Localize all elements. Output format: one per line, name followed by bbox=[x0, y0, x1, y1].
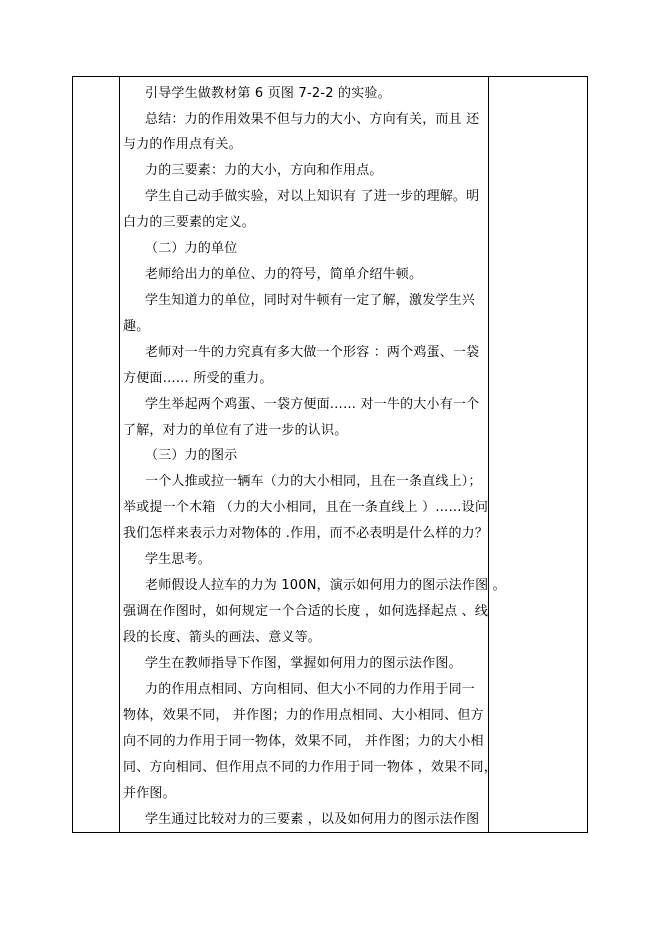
text-line: 引导学生做教材第 6 页图 7-2-2 的实验。 bbox=[145, 86, 391, 101]
text-line: 学生知道力的单位，同时对牛顿有一定了解，激发学生兴 bbox=[145, 293, 476, 308]
text-line: 方便面…… 所受的重力。 bbox=[123, 371, 273, 386]
section-heading: （三）力的图示 bbox=[145, 448, 238, 463]
text-line: 趣。 bbox=[123, 319, 150, 334]
text-line: 并作图。 bbox=[123, 786, 176, 801]
text-line: 学生思考。 bbox=[145, 552, 212, 567]
text-line: 举或提一个木箱 （力的大小相同，且在一条直线上 ）……设问 bbox=[123, 500, 489, 515]
text-line: 同、方向相同、但作用点不同的力作用于同一物体 ，效果不同， bbox=[123, 760, 497, 775]
text-line: 学生在教师指导下作图，掌握如何用力的图示法作图。 bbox=[145, 656, 462, 671]
text-line: 了解，对力的单位有了进一步的认识。 bbox=[123, 423, 348, 438]
text-line: 总结：力的作用效果不但与力的大小、方向有关，而且 还 bbox=[145, 112, 480, 127]
text-line: 向不同的力作用于同一物体，效果不同， 并作图；力的大小相 bbox=[123, 734, 484, 749]
text-line: 一个人推或拉一辆车（力的大小相同，且在一条直线上）； bbox=[145, 474, 482, 489]
text-line: 力的三要素：力的大小，方向和作用点。 bbox=[145, 163, 383, 178]
lesson-content-cell bbox=[120, 77, 506, 834]
text-line: 物体，效果不同， 并作图；力的作用点相同、大小相同、但方 bbox=[123, 708, 484, 723]
text-line: 学生自己动手做实验，对以上知识有 了进一步的理解。明 bbox=[145, 189, 480, 204]
text-line: 力的作用点相同、方向相同、但大小不同的力作用于同一 bbox=[145, 682, 476, 697]
text-line: 白力的三要素的定义。 bbox=[123, 215, 256, 230]
section-heading: （二）力的单位 bbox=[145, 241, 238, 256]
text-line: 段的长度、箭头的画法、意义等。 bbox=[123, 630, 322, 645]
text-line: 我们怎样来表示力对物体的 .作用，而不必表明是什么样的力？ bbox=[123, 526, 489, 541]
text-line: 学生通过比较对力的三要素 ，以及如何用力的图示法作图 bbox=[145, 812, 480, 827]
text-line: 与力的作用点有关。 bbox=[123, 137, 242, 152]
text-line: 强调在作图时，如何规定一个合适的长度 ，如何选择起点 、线 bbox=[123, 604, 489, 619]
text-line: 学生举起两个鸡蛋、一袋方便面…… 对一牛的大小有一个 bbox=[145, 397, 480, 412]
text-line: 老师给出力的单位、力的符号，简单介绍牛顿。 bbox=[145, 267, 423, 282]
text-line: 老师对一牛的力究真有多大做一个形容 ：两个鸡蛋、一袋 bbox=[145, 345, 480, 360]
lesson-plan-table bbox=[72, 76, 588, 833]
text-line: 老师假设人拉车的力为 100N，演示如何用力的图示法作图 。 bbox=[145, 578, 506, 593]
